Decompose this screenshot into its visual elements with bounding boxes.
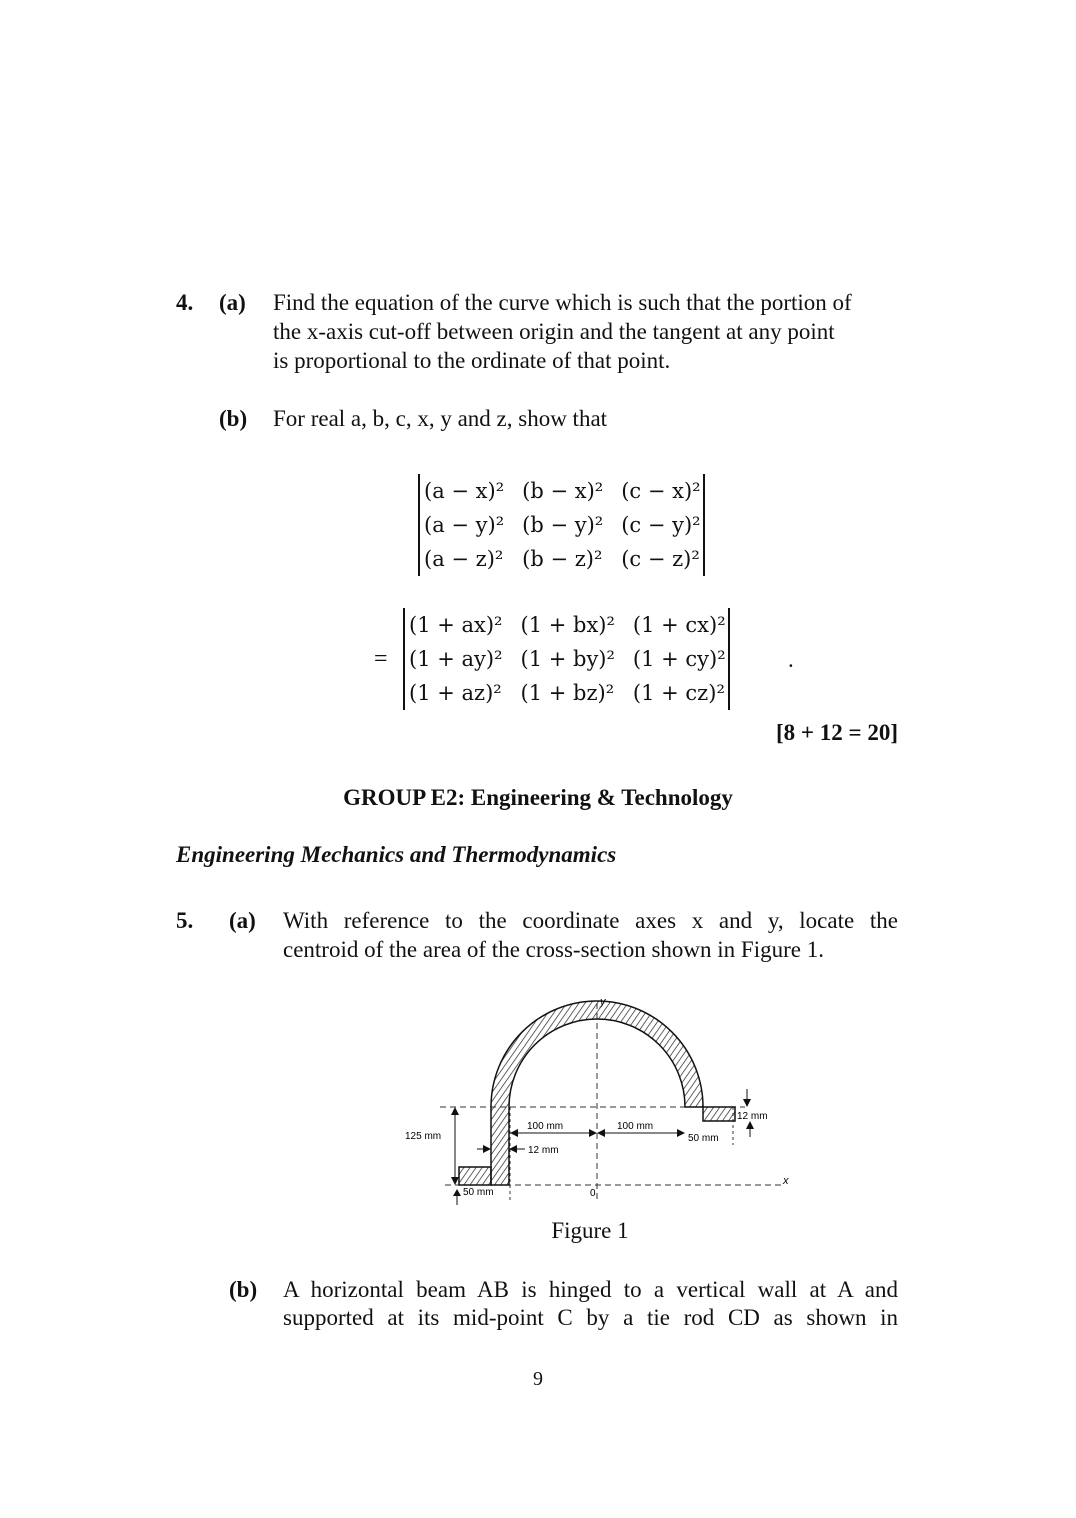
page-number: 9 bbox=[533, 1368, 543, 1390]
determinant-period: . bbox=[788, 647, 794, 672]
q5a-label: (a) bbox=[229, 908, 256, 933]
subject-heading: Engineering Mechanics and Thermodynamics bbox=[176, 842, 617, 867]
det1-cell: (b − x)² bbox=[522, 479, 604, 503]
det1-cell: (a − y)² bbox=[424, 513, 505, 537]
q5b-line-2: supported at its mid-point C by a tie rod CD as shown in bbox=[283, 1305, 898, 1330]
det1-cell: (b − z)² bbox=[522, 547, 603, 571]
det1-cell: (c − x)² bbox=[621, 479, 701, 503]
det2-cell: (1 + ay)² bbox=[409, 647, 503, 671]
det2-cell: (1 + bx)² bbox=[520, 613, 615, 637]
dim-arrow bbox=[597, 1129, 605, 1137]
dim-arrow bbox=[743, 1099, 751, 1107]
dim-50-left-label: 50 mm bbox=[463, 1187, 494, 1198]
q4a-line-3: is proportional to the ordinate of that point. bbox=[273, 348, 671, 373]
det1-cell: (c − y)² bbox=[621, 513, 701, 537]
dim-arrow bbox=[677, 1129, 685, 1137]
det2-cell: (1 + cz)² bbox=[632, 681, 725, 705]
det2-cell: (1 + ax)² bbox=[409, 613, 503, 637]
det1-cell: (c − z)² bbox=[621, 547, 700, 571]
x-axis-label: x bbox=[783, 1175, 789, 1187]
dim-12-center-label: 12 mm bbox=[528, 1145, 559, 1156]
dim-125-label: 125 mm bbox=[405, 1131, 442, 1142]
dim-100-right-label: 100 mm bbox=[617, 1121, 654, 1132]
dim-arrow bbox=[483, 1145, 491, 1153]
det1-cell: (a − x)² bbox=[424, 479, 505, 503]
dim-12-right-label: 12 mm bbox=[737, 1111, 768, 1122]
group-heading: GROUP E2: Engineering & Technology bbox=[343, 785, 733, 810]
q4a-line-1: Find the equation of the curve which is such that the portion of bbox=[273, 290, 852, 315]
det2-cell: (1 + cy)² bbox=[632, 647, 726, 671]
det2-cell: (1 + bz)² bbox=[520, 681, 615, 705]
dim-arrow bbox=[451, 1107, 459, 1115]
dim-arrow bbox=[453, 1189, 461, 1196]
q5b-line-1: A horizontal beam AB is hinged to a vertical wall at A and bbox=[283, 1277, 898, 1302]
det2-cell: (1 + az)² bbox=[409, 681, 502, 705]
dim-arrow bbox=[589, 1129, 597, 1137]
q4a-line-2: the x-axis cut-off between origin and the tangent at any point bbox=[273, 319, 835, 344]
q4-number: 4. bbox=[176, 290, 194, 315]
q4a-label: (a) bbox=[219, 290, 246, 315]
q4-marks: [8 + 12 = 20] bbox=[775, 720, 898, 745]
q5a-line-2: centroid of the area of the cross-section shown in Figure 1. bbox=[283, 937, 824, 962]
dim-arrow bbox=[746, 1121, 754, 1129]
right-flange bbox=[703, 1107, 735, 1121]
determinant-left-side bbox=[418, 474, 705, 576]
equals-sign: = bbox=[374, 646, 388, 672]
y-axis-label: y bbox=[600, 996, 606, 1008]
dim-100-left-label: 100 mm bbox=[527, 1121, 564, 1132]
left-flange bbox=[459, 1167, 491, 1185]
dim-50-right-label: 50 mm bbox=[688, 1133, 719, 1144]
q4b-intro: For real a, b, c, x, y and z, show that bbox=[273, 406, 608, 431]
figure-caption: Figure 1 bbox=[551, 1218, 629, 1243]
q4b-label: (b) bbox=[219, 406, 248, 431]
q5a-line-1: With reference to the coordinate axes x and y, locate the bbox=[283, 908, 898, 933]
det2-cell: (1 + by)² bbox=[520, 647, 615, 671]
det2-cell: (1 + cx)² bbox=[632, 613, 726, 637]
q5b-label: (b) bbox=[229, 1277, 258, 1302]
q5-number: 5. bbox=[176, 908, 194, 933]
det1-cell: (a − z)² bbox=[424, 547, 504, 571]
figure-1-cross-section bbox=[395, 995, 795, 1210]
dim-arrow bbox=[451, 1177, 459, 1185]
dim-arrow bbox=[510, 1129, 518, 1137]
origin-label: 0 bbox=[590, 1188, 596, 1199]
det1-cell: (b − y)² bbox=[522, 513, 604, 537]
determinant-right-side bbox=[403, 608, 730, 710]
